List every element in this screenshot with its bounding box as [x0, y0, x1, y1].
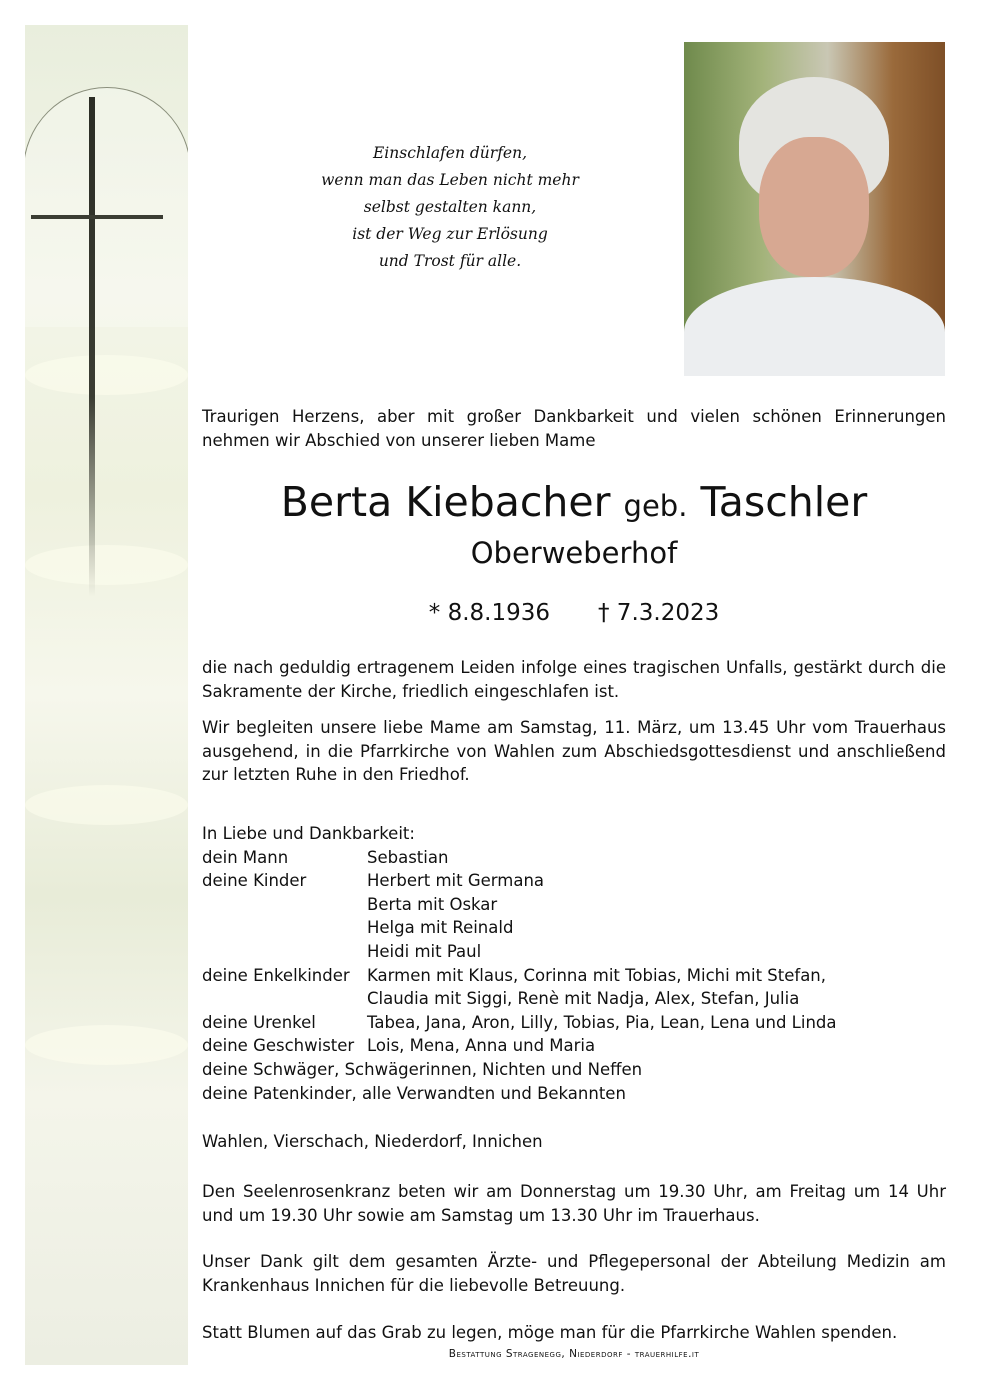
family-row: Heidi mit Paul [367, 941, 482, 961]
flowers-text: Statt Blumen auf das Grab zu legen, möge man für die Pfarrkirche Wahlen spenden. [202, 1323, 898, 1342]
family-list: In Liebe und Dankbarkeit: dein Mann Sebastian deine Kinder Herbert mit Germana Berta mit Oskar Helga mit Reinald Heidi mit Paul deine Enkelkinder Karmen mit Klaus, Corinna mit Tobias, Michi mit Stefan, Claudia mit Siggi, Renè mit Nadja, Alex, Stefan, Julia deine Urenkel Tabea, Jana, Aron, Lilly, Tobias, Pia, Lean, Lena und Linda deine Geschwister Lois, Mena, Anna und Maria deine Schwäger, Schwägerinnen, Nichten und Neffen deine Patenkinder, alle Verwandten und Bekannten [202, 824, 837, 1103]
family-row: deine Urenkel Tabea, Jana, Aron, Lilly, Tobias, Pia, Lean, Lena und Linda [202, 1012, 837, 1032]
funeral-home-footer: Bestattung Stragenegg, Niederdorf - trauerhilfe.it [448, 1348, 700, 1360]
family-row: Helga mit Reinald [367, 918, 514, 938]
deceased-name: Berta Kiebacher geb. Taschler [280, 478, 868, 526]
farm-name: Oberweberhof [470, 536, 678, 570]
arch-shape [25, 87, 188, 327]
intro-text: Traurigen Herzens, aber mit großer Dankbarkeit und vielen schönen Erinnerungen nehmen wir Abschied von unserer lieben Mame [202, 407, 946, 450]
cross-decoration [25, 25, 188, 1365]
family-row: Berta mit Oskar [367, 894, 498, 914]
places-text: Wahlen, Vierschach, Niederdorf, Innichen [202, 1132, 543, 1151]
thanks-text: Unser Dank gilt dem gesamten Ärzte- und Pflegepersonal der Abteilung Medizin am Krankenhaus Innichen für die liebevolle Betreuung. [202, 1252, 946, 1295]
portrait-photo [684, 42, 945, 376]
family-row: deine Kinder Herbert mit Germana [202, 871, 545, 891]
family-row: deine Enkelkinder Karmen mit Klaus, Corinna mit Tobias, Michi mit Stefan, [202, 965, 827, 985]
family-row: dein Mann Sebastian [202, 847, 449, 867]
funeral-text: Wir begleiten unsere liebe Mame am Samstag, 11. März, um 13.45 Uhr vom Trauerhaus ausgehend, in die Pfarrkirche von Wahlen zum Abschiedsgottesdienst und anschließend zur letzten Ruhe in den Friedhof. [202, 718, 946, 784]
poem: Einschlafen dürfen, wenn man das Leben nicht mehr selbst gestalten kann, ist der Weg zur Erlösung und Trost für alle. [321, 144, 579, 270]
family-row: Claudia mit Siggi, Renè mit Nadja, Alex, Stefan, Julia [367, 989, 800, 1009]
cross-icon [89, 97, 95, 597]
rosary-text: Den Seelenrosenkranz beten wir am Donnerstag um 19.30 Uhr, am Freitag um 14 Uhr und um 19.30 Uhr sowie am Samstag um 13.30 Uhr im Trauerhaus. [202, 1182, 946, 1225]
family-row: deine Geschwister Lois, Mena, Anna und Maria [202, 1036, 596, 1056]
passing-text: die nach geduldig ertragenem Leiden infolge eines tragischen Unfalls, gestärkt durch die Sakramente der Kirche, friedlich eingeschlafen ist. [202, 658, 946, 701]
life-dates: * 8.8.1936 † 7.3.2023 [428, 600, 720, 626]
